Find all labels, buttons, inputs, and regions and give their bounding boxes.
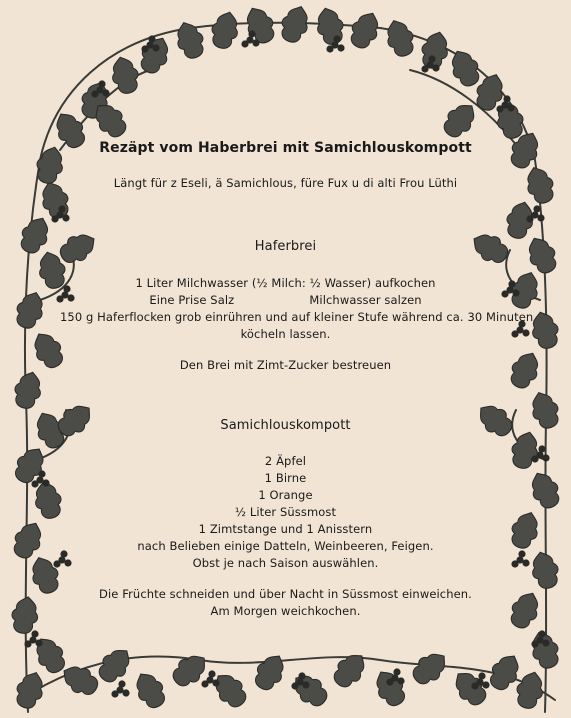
haferbrei-line: köcheln lassen. xyxy=(240,327,331,341)
recipe-title: Rezäpt vom Haberbrei mit Samichlouskompott xyxy=(99,140,472,156)
kompott-ingredient: 1 Orange xyxy=(258,488,313,502)
kompott-ingredient: ½ Liter Süssmost xyxy=(234,505,337,519)
kompott-instruction: Die Früchte schneiden und über Nacht in Süssmost einweichen. xyxy=(99,587,472,601)
kompott-ingredient: nach Belieben einige Datteln, Weinbeeren, Feigen. xyxy=(137,539,434,553)
kompott-ingredient: 2 Äpfel xyxy=(264,454,307,468)
recipe-subtitle: Längt für z Eseli, ä Samichlous, füre Fux u di alti Frou Lüthi xyxy=(113,176,458,190)
haferbrei-line: 150 g Haferflocken grob einrühren und auf kleiner Stufe während ca. 30 Minuten xyxy=(60,310,534,324)
kompott-heading: Samichlouskompott xyxy=(220,418,351,433)
kompott-instruction: Am Morgen weichkochen. xyxy=(210,604,361,618)
kompott-ingredient: 1 Zimtstange und 1 Anisstern xyxy=(198,522,373,536)
kompott-ingredient: 1 Birne xyxy=(264,471,307,485)
haferbrei-line: Eine Prise Salz Milchwasser salzen xyxy=(149,293,422,307)
kompott-ingredient: Obst je nach Saison auswählen. xyxy=(192,556,379,570)
haferbrei-heading: Haferbrei xyxy=(254,239,317,254)
haferbrei-line: Den Brei mit Zimt-Zucker bestreuen xyxy=(179,358,392,372)
haferbrei-line: 1 Liter Milchwasser (½ Milch: ½ Wasser) aufkochen xyxy=(135,276,436,290)
